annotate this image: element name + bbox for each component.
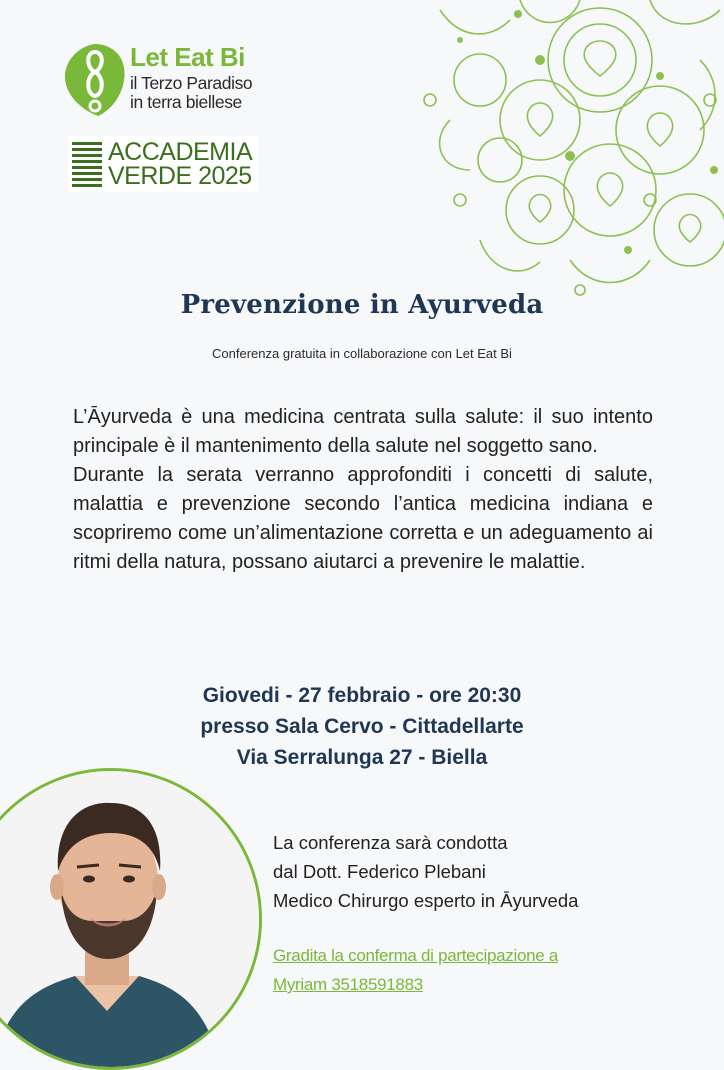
speaker-line1: La conferenza sarà condotta xyxy=(273,832,508,853)
description xyxy=(73,403,653,577)
event-venue: presso Sala Cervo - Cittadellarte xyxy=(200,715,524,738)
speaker-portrait-icon xyxy=(0,771,259,1067)
rsvp-line1: Gradita la conferma di partecipazione a xyxy=(273,946,559,965)
let-eat-bi-logo xyxy=(62,38,262,124)
page-title: Prevenzione in Ayurveda xyxy=(180,290,544,320)
speaker-line2: dal Dott. Federico Plebani xyxy=(273,861,486,882)
event-date: Giovedi - 27 febbraio - ore 20:30 xyxy=(202,684,522,707)
stripes-icon xyxy=(72,142,102,188)
logo-line1: il Terzo Paradiso xyxy=(130,73,253,93)
leaf-infinity-icon xyxy=(62,42,128,118)
page-subtitle: Conferenza gratuita in collaborazione con Let Eat Bi xyxy=(212,346,512,361)
accademia-verde-logo xyxy=(68,136,258,192)
speaker-line3: Medico Chirurgo esperto in Āyurveda xyxy=(273,890,579,911)
event-address: Via Serralunga 27 - Biella xyxy=(236,746,488,769)
speaker-info xyxy=(273,828,578,915)
description-paragraph-1: L’Āyurveda è una medicina centrata sulla salute: il suo intento principale è il mantenimento della salute nel soggetto sano. xyxy=(73,406,653,457)
logo-brand: Let Eat Bi xyxy=(130,42,245,72)
rsvp-phone[interactable]: Myriam 3518591883 xyxy=(273,975,423,994)
academy-line2: VERDE 2025 xyxy=(108,162,252,190)
mandala-ornament-icon xyxy=(420,0,724,300)
description-paragraph-2: Durante la serata verranno approfonditi i concetti di salute, malattia e prevenzione secondo l’antica medicina indiana e scopriremo come un’alimentazione corretta e un adeguamento ai ritmi della natura, possano aiutarci a prevenire le malattie. xyxy=(73,464,653,573)
speaker-photo xyxy=(0,768,262,1070)
event-details xyxy=(0,680,724,773)
rsvp-note xyxy=(273,941,558,999)
logo-line2: in terra biellese xyxy=(130,92,242,112)
academy-line1: ACCADEMIA xyxy=(108,138,253,166)
